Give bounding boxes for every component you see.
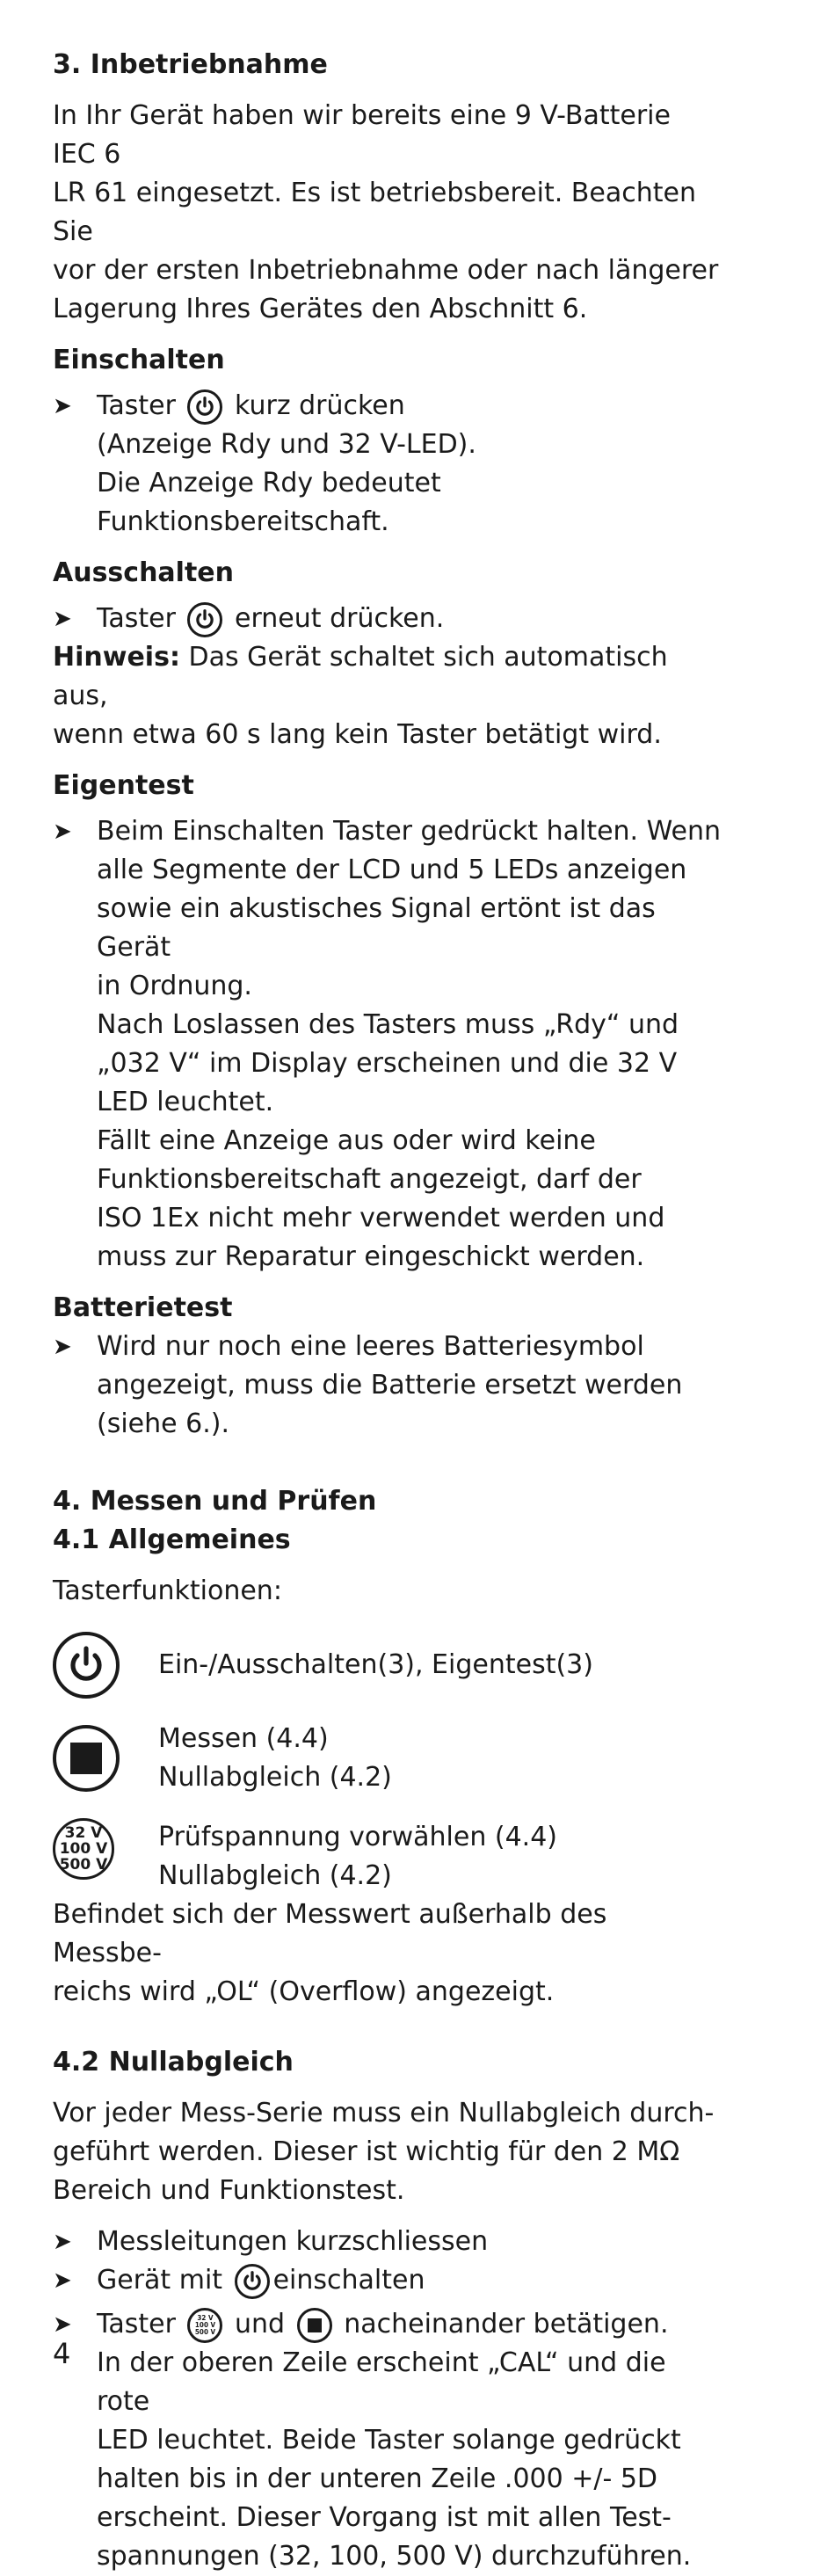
hinweis-text: Das Gerät schaltet sich automatisch aus, — [53, 642, 668, 711]
section-3-title: 3. Inbetriebnahme — [53, 49, 328, 80]
eigentest-line: ISO 1Ex nicht mehr verwendet werden und — [97, 1203, 665, 1233]
overflow-line: reichs wird „OL“ (Overflow) angezeigt. — [53, 1976, 555, 2007]
step-3-line: spannungen (32, 100, 500 V) durchzuführen. — [97, 2541, 692, 2572]
step-3-line: In der oberen Zeile erscheint „CAL“ und die rote — [97, 2347, 666, 2417]
eigentest-line: LED leuchtet. — [97, 1087, 274, 1117]
detail-line: (Anzeige Rdy und 32 V-LED). — [97, 429, 476, 460]
power-icon — [53, 1632, 120, 1699]
arrowhead-bullet-icon: ➤ — [53, 2311, 72, 2338]
nullabgleich-line: Bereich und Funktionstest. — [53, 2175, 405, 2206]
step-text: Taster — [97, 390, 176, 421]
arrowhead-bullet-icon: ➤ — [53, 819, 72, 845]
overflow-note — [53, 1896, 721, 2012]
eigentest-line: muss zur Reparatur eingeschickt werden. — [97, 1241, 645, 1272]
key-stop-line: Messen (4.4) — [158, 1723, 329, 1754]
nullabgleich-step-3 — [53, 2305, 721, 2576]
section-4-title: 4. Messen und Prüfen — [53, 1486, 377, 1517]
voltage-icon-labels — [60, 1825, 108, 1873]
eigentest-line: sowie ein akustisches Signal ertönt ist das Gerät — [97, 893, 656, 963]
step-text: Taster — [97, 2309, 176, 2340]
power-icon — [187, 602, 222, 637]
batterietest-line: Wird nur noch eine leeres Batteriesymbol — [97, 1331, 644, 1362]
key-voltage-line: Nullabgleich (4.2) — [158, 1860, 392, 1891]
intro-line: Lagerung Ihres Gerätes den Abschnitt 6. — [53, 294, 588, 324]
nullabgleich-line: geführt werden. Dieser ist wichtig für den 2 MΩ — [53, 2136, 680, 2167]
arrowhead-bullet-icon: ➤ — [53, 606, 72, 632]
detail-line: Die Anzeige Rdy bedeutet Funktionsbereitschaft. — [97, 468, 441, 537]
page-number: 4 — [53, 2337, 71, 2370]
hinweis-line-1 — [53, 638, 721, 716]
voltage-100: 100 V — [194, 2320, 216, 2329]
ausschalten-step — [53, 600, 721, 638]
intro-line: LR 61 eingesetzt. Es ist betriebsbereit. Beachten Sie — [53, 178, 696, 247]
arrowhead-bullet-icon: ➤ — [53, 393, 72, 419]
eigentest-line: alle Segmente der LCD und 5 LEDs anzeigen — [97, 855, 687, 885]
einschalten-details — [53, 426, 721, 542]
nullabgleich-step-1 — [53, 2223, 721, 2261]
nullabgleich-line: Vor jeder Mess-Serie muss ein Nullabgleich durch- — [53, 2098, 715, 2128]
section-4-1-title: 4.1 Allgemeines — [53, 1524, 291, 1555]
intro-line: In Ihr Gerät haben wir bereits eine 9 V-Batterie IEC 6 — [53, 100, 671, 170]
step-text: einschalten — [272, 2265, 425, 2296]
nullabgleich-intro — [53, 2094, 721, 2210]
intro-line: vor der ersten Inbetriebnahme oder nach längerer — [53, 255, 719, 286]
tasterfunktionen-label: Tasterfunktionen: — [53, 1575, 282, 1606]
power-icon — [235, 2264, 270, 2299]
batterietest-step — [53, 1328, 721, 1444]
voltage-500: 500 V — [59, 1856, 108, 1874]
voltage-32: 32 V — [64, 1824, 103, 1842]
stop-square — [70, 1743, 102, 1774]
batterietest-line: (siehe 6.). — [97, 1408, 229, 1439]
section-4-2-title: 4.2 Nullabgleich — [53, 2047, 294, 2078]
step-3-text — [97, 2305, 721, 2576]
step-text: und — [235, 2309, 286, 2340]
step-3-line: LED leuchtet. Beide Taster solange gedrückt — [97, 2425, 681, 2456]
key-voltage-line: Prüfspannung vorwählen (4.4) — [158, 1822, 557, 1852]
step-text: kurz drücken — [235, 390, 405, 421]
eigentest-line: Funktionsbereitschaft angezeigt, darf der — [97, 1164, 642, 1195]
key-voltage-row — [53, 1818, 721, 1896]
nullabgleich-step-2 — [53, 2261, 721, 2300]
eigentest-step — [53, 812, 721, 1277]
step-text: Gerät mit — [97, 2265, 223, 2296]
stop-icon — [53, 1725, 120, 1792]
stop-square — [308, 2318, 322, 2332]
manual-page — [53, 46, 721, 2576]
overflow-line: Befindet sich der Messwert außerhalb des Messbe- — [53, 1899, 607, 1968]
eigentest-text — [97, 812, 721, 1277]
hinweis-line-2: wenn etwa 60 s lang kein Taster betätigt wird. — [53, 719, 662, 750]
voltage-icon-labels — [195, 2315, 215, 2336]
eigentest-line: Fällt eine Anzeige aus oder wird keine — [97, 1125, 596, 1156]
batterietest-line: angezeigt, muss die Batterie ersetzt werden — [97, 1370, 683, 1401]
eigentest-line: Beim Einschalten Taster gedrückt halten. Wenn — [97, 816, 722, 847]
einschalten-step — [53, 387, 721, 426]
arrowhead-bullet-icon: ➤ — [53, 2267, 72, 2294]
step-3-line: halten bis in der unteren Zeile .000 +/- 5D — [97, 2463, 658, 2494]
key-stop-row — [53, 1720, 721, 1797]
step-text: Messleitungen kurzschliessen — [97, 2226, 489, 2257]
ausschalten-heading: Ausschalten — [53, 557, 235, 588]
arrowhead-bullet-icon: ➤ — [53, 1334, 72, 1360]
voltage-32: 32 V — [197, 2313, 214, 2322]
key-power-row — [53, 1632, 721, 1699]
section-3-intro — [53, 97, 721, 329]
step-text: nacheinander betätigen. — [344, 2309, 669, 2340]
key-power-description: Ein-/Ausschalten(3), Eigentest(3) — [158, 1649, 593, 1680]
eigentest-line: „032 V“ im Display erscheinen und die 32 V — [97, 1048, 678, 1079]
voltage-100: 100 V — [59, 1840, 108, 1858]
stop-icon — [297, 2308, 332, 2343]
voltage-select-icon — [53, 1818, 114, 1880]
voltage-select-icon — [187, 2308, 222, 2343]
key-stop-line: Nullabgleich (4.2) — [158, 1762, 392, 1793]
einschalten-heading: Einschalten — [53, 345, 225, 375]
step-3-line: erscheint. Dieser Vorgang ist mit allen Test- — [97, 2502, 672, 2533]
arrowhead-bullet-icon: ➤ — [53, 2229, 72, 2255]
batterietest-heading: Batterietest — [53, 1292, 233, 1323]
eigentest-heading: Eigentest — [53, 770, 194, 801]
step-text: erneut drücken. — [235, 603, 445, 634]
batterietest-text — [97, 1328, 682, 1444]
hinweis-label: Hinweis: — [53, 642, 180, 673]
eigentest-line: in Ordnung. — [97, 971, 252, 1001]
power-icon — [187, 389, 222, 425]
key-stop-description — [158, 1720, 392, 1797]
step-text: Taster — [97, 603, 176, 634]
voltage-500: 500 V — [194, 2327, 216, 2336]
eigentest-line: Nach Loslassen des Tasters muss „Rdy“ und — [97, 1009, 679, 1040]
key-voltage-description — [158, 1818, 557, 1896]
